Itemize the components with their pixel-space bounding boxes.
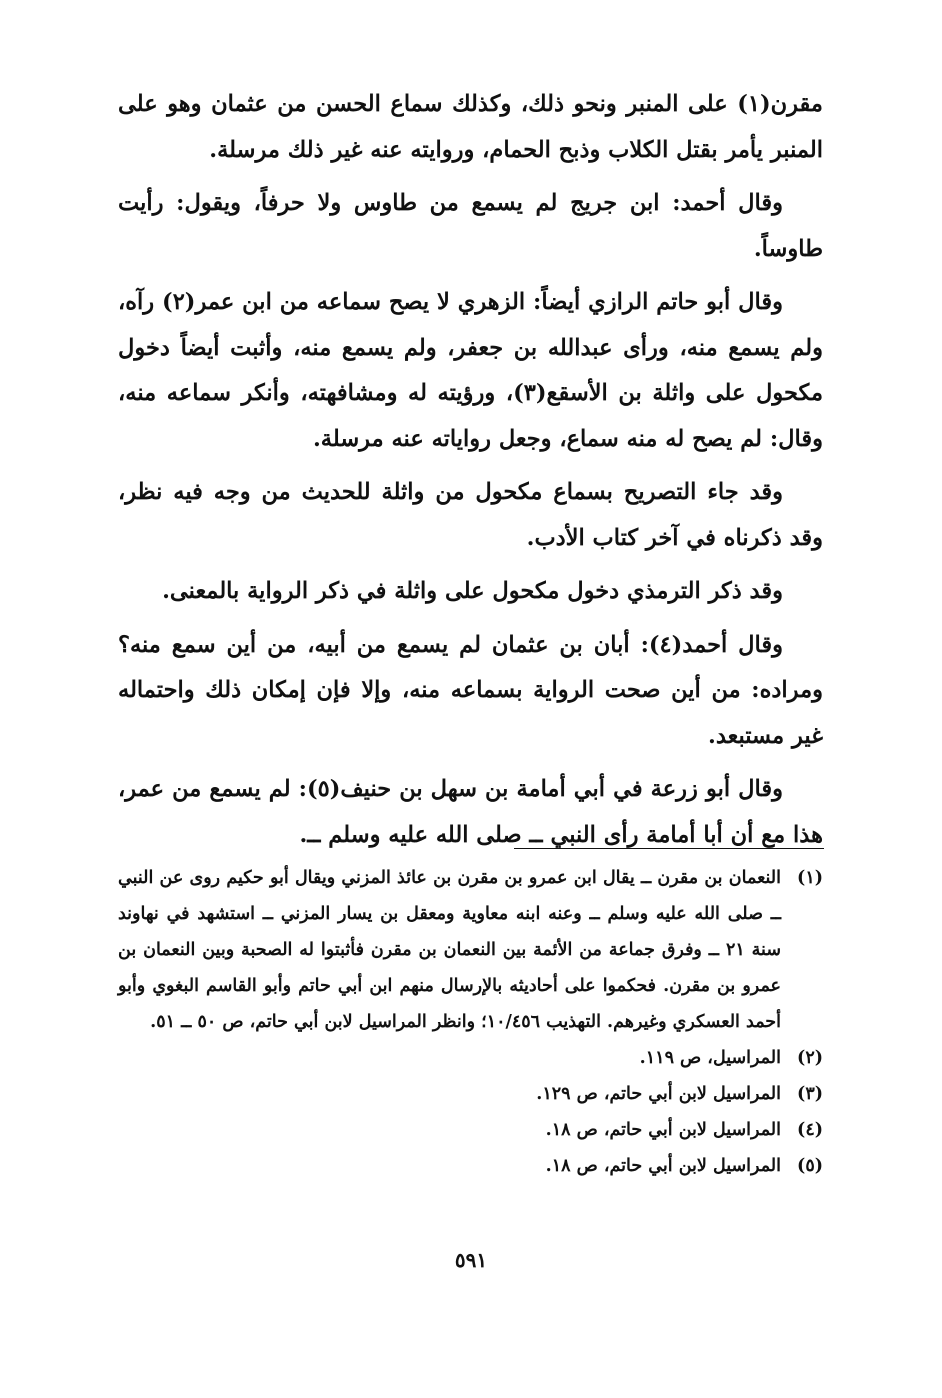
footnote-number: (٥) [797,1156,823,1176]
paragraph: وقال أبو حاتم الرازي أيضاً: الزهري لا يصح سماعه من ابن عمر(٢) رآه، ولم يسمع منه، ورأى عبدالله بن جعفر، ولم يسمع منه، وأثبت أيضاً دخول مكحول على واثلة بن الأسقع(٣)، ورؤيته له ومشافهته، وأنكر سماعه منه، وقال: لم يصح له منه سماع، وجعل رواياته عنه مرسلة. [118,289,823,452]
footnote-text: النعمان بن مقرن ــ يقال ابن عمرو بن مقرن بن عائذ المزني ويقال أبو حكيم روى عن النبي ــ صلى الله عليه وسلم ــ وعنه ابنه معاوية ومعقل بن يسار المزني ــ استشهد في نهاوند سنة ٢١ ــ وفرق جماعة من الأئمة بين النعمان بن مقرن فأثبتوا له الصحبة وبين النعمان بن عمرو بن مقرن. فحكموا على أحاديثه بالإرسال منهم ابن أبي حاتم وأبو القاسم البغوي وأبو أحمد العسكري وغيرهم. التهذيب ١٠/٤٥٦؛ وانظر المراسيل لابن أبي حاتم، ص ٥٠ ــ ٥١. [118,868,781,1032]
footnotes [118,860,823,1184]
main-text [118,82,823,866]
footnote-text: المراسيل لابن أبي حاتم، ص ١٨. [545,1156,781,1176]
footnote-item [118,1076,823,1112]
footnote-item [118,1112,823,1148]
footnote-separator [514,848,824,849]
paragraph: مقرن(١) على المنبر ونحو ذلك، وكذلك سماع الحسن من عثمان وهو على المنبر يأمر بقتل الكلاب وذبح الحمام، وروايته عنه غير ذلك مرسلة. [118,91,823,163]
footnote-number: (١) [797,868,823,888]
footnote-item [118,1148,823,1184]
paragraph: وقال أبو زرعة في أبي أمامة بن سهل بن حنيف(٥): لم يسمع من عمر، هذا مع أن أبا أمامة رأى النبي ــ صلى الله عليه وسلم ــ. [118,776,823,848]
paragraph: وقال أحمد(٤): أبان بن عثمان لم يسمع من أبيه، من أين سمع منه؟ ومراده: من أين صحت الرواية بسماعه منه، وإلا فإن إمكان ذلك واحتماله غير مستبعد. [118,631,823,749]
paragraph: وقد ذكر الترمذي دخول مكحول على واثلة في ذكر الرواية بالمعنى. [162,578,783,604]
page-number: ٥٩١ [454,1248,488,1272]
footnote-number: (٤) [797,1120,823,1140]
footnote-item [118,1040,823,1076]
footnote-text: المراسيل لابن أبي حاتم، ص ١٨. [545,1120,781,1140]
footnote-number: (٢) [797,1048,823,1068]
footnote-text: المراسيل، ص ١١٩. [639,1048,781,1068]
paragraph: وقال أحمد: ابن جريج لم يسمع من طاوس ولا حرفاً، ويقول: رأيت طاوساً. [118,190,823,262]
footnote-text: المراسيل لابن أبي حاتم، ص ١٢٩. [536,1084,781,1104]
footnote-item [118,860,823,1040]
footnote-number: (٣) [797,1084,823,1104]
paragraph: وقد جاء التصريح بسماع مكحول من واثلة للحديث من وجه فيه نظر، وقد ذكرناه في آخر كتاب الأدب. [118,479,823,551]
